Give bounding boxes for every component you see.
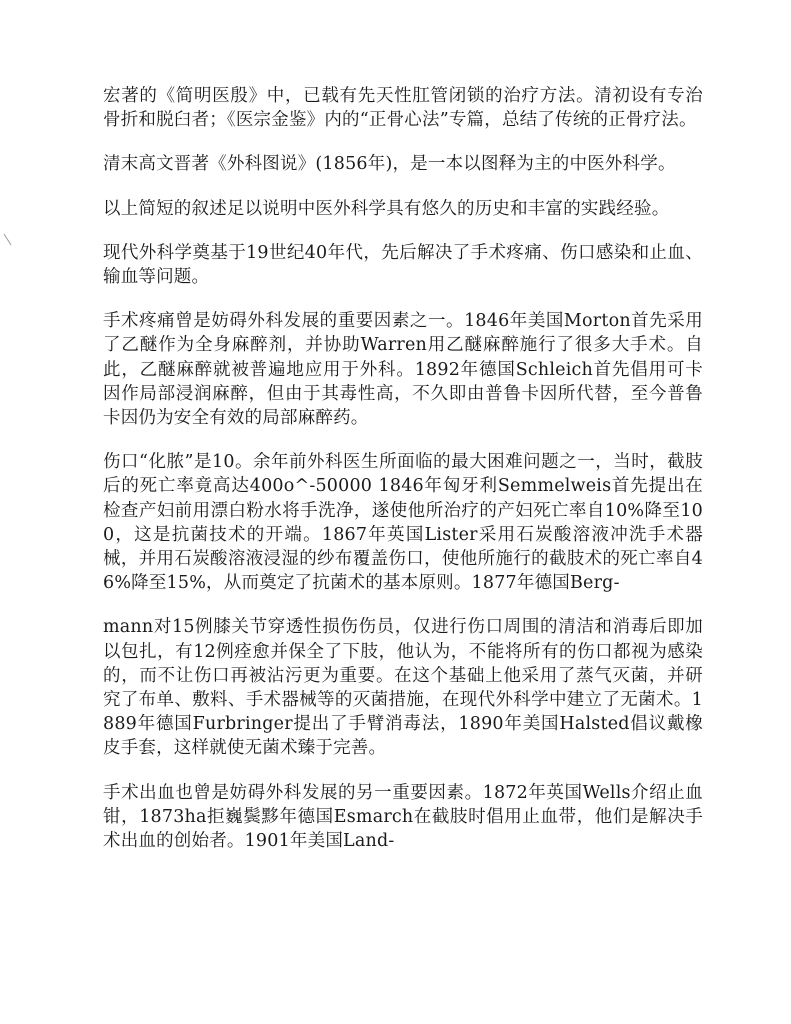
paragraph-4: 现代外科学奠基于19世纪40年代，先后解决了手术疼痛、伤口感染和止血、输血等问题。 [103, 242, 703, 288]
paragraph-6: 伤口“化脓”是10。余年前外科医生所面临的最大困难问题之一，当时，截肢后的死亡率竟高达400o^-50000 1846年匈牙利Semmelweis首先提出在检查产妇前用漂白粉水将手洗净，遂使他所治疗的产妇死亡率自10%降至100，这是抗菌技术的开端。1867年英国Lister采用石炭酸溶液冲洗手术器械，并用石炭酸溶液浸湿的纱布覆盖伤口，使他所施行的截肢术的死亡率自46%降至15%，从而奠定了抗菌术的基本原则。1877年德国Berg- [103, 452, 703, 594]
paragraph-5: 手术疼痛曾是妨碍外科发展的重要因素之一。1846年美国Morton首先采用了乙醚作为全身麻醉剂，并协助Warren用乙醚麻醉施行了很多大手术。自此，乙醚麻醉就被普遍地应用于外科。1892年德国Schleich首先倡用可卡因作局部浸润麻醉，但由于其毒性高，不久即由普鲁卡因所代替，至今普鲁卡因仍为安全有效的局部麻醉药。 [103, 311, 703, 429]
scan-mark [3, 233, 13, 247]
paragraph-7: mann对15例膝关节穿透性损伤伤员，仅进行伤口周围的清洁和消毒后即加以包扎，有12例痊愈并保全了下肢，他认为，不能将所有的伤口都视为感染的，而不让伤口再被沾污更为重要。在这个基础上他采用了蒸气灭菌，并研究了布单、敷料、手术器械等的灭菌措施，在现代外科学中建立了无菌术。1889年德国Furbringer提出了手臂消毒法，1890年美国Halsted倡议戴橡皮手套，这样就使无菌术臻于完善。 [103, 617, 703, 759]
document-body [103, 84, 703, 873]
paragraph-8: 手术出血也曾是妨碍外科发展的另一重要因素。1872年英国Wells介绍止血钳，1873ha拒巍鬓黟年德国Esmarch在截肢时倡用止血带，他们是解决手术出血的创始者。1901年美国Land- [103, 782, 703, 852]
paragraph-2: 清末高文晋著《外科图说》(1856年)，是一本以图释为主的中医外科学。 [103, 154, 676, 175]
paragraph-1: 宏著的《简明医殷》中，已载有先天性肛管闭锁的治疗方法。清初设有专治骨折和脱臼者；《医宗金鉴》内的“正骨心法”专篇，总结了传统的正骨疗法。 [103, 86, 703, 131]
paragraph-3: 以上简短的叙述足以说明中医外科学具有悠久的历史和丰富的实践经验。 [103, 198, 670, 219]
